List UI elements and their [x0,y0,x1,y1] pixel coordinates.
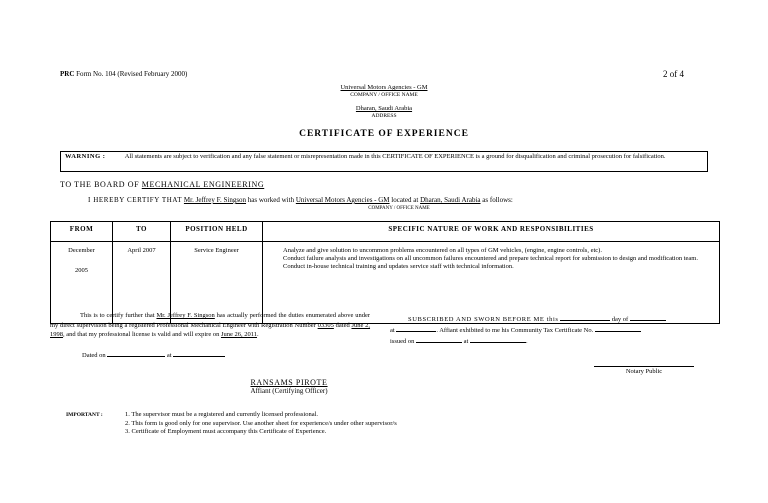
dated-at-field[interactable] [173,350,225,357]
addressee [60,180,264,189]
company-address: Dharan, Saudi Arabia [355,105,413,112]
table-header-row [51,222,720,242]
registration-number: 03305 [317,321,334,329]
page-number: 2 of 4 [663,69,684,79]
certify-suffix: as follows: [482,196,513,204]
company-block [284,84,484,120]
addressee-prefix: TO THE BOARD OF [60,180,140,189]
company-name-caption: COMPANY / OFFICE NAME [350,92,418,98]
certify-line [88,196,513,204]
jurat-block [390,314,720,347]
dated-on-label: Dated on [82,352,106,359]
jurat-line-1 [390,314,720,325]
jurat-text-1b: day of [611,316,629,323]
warning-label: WARNING : [65,153,106,160]
company-address-caption: ADDRESS [371,113,397,119]
jurat-text-2a: at [390,327,395,334]
form-prefix: PRC [60,70,75,78]
cell-to: April 2007 [113,242,171,324]
jurat-text-1a: SUBSCRIBED AND SWORN BEFORE ME this [408,316,559,323]
affiant-name: RANSAMS PIROTE [250,378,328,387]
form-reference: Form No. 104 (Revised February 2000) [76,70,188,78]
header-position: POSITION HELD [171,222,263,242]
dated-on-line [82,350,225,360]
header-nature-of-work: SPECIFIC NATURE OF WORK AND RESPONSIBILITIES [263,222,720,242]
form-number [60,70,187,78]
board-name: MECHANICAL ENGINEERING [141,180,265,189]
important-item: 3. Certificate of Employment must accompany this Certificate of Experience. [125,428,327,435]
header-to: TO [113,222,171,242]
cert-dated: dated [335,321,350,329]
certify-prefix: I HEREBY CERTIFY THAT [88,196,183,204]
jurat-issued-at-field[interactable] [470,336,526,343]
certify-location: Dharan, Saudi Arabia [420,196,481,204]
cert-text-1: This is to certify further that [80,312,155,319]
jurat-text-3b: at [463,338,469,345]
jurat-issued-field[interactable] [416,336,462,343]
jurat-place-field[interactable] [396,325,436,332]
jurat-text-3a: issued on [390,338,415,345]
registration-date: June 2, 1998 [50,321,371,338]
duty-item: Conduct failure analysis and investigations on all uncommon failures encountered and prepare technical report for submission to design and modification team. [283,255,698,262]
experience-table [50,221,720,324]
jurat-line-3: issued on at . [390,338,528,345]
duty-item: Analyze and give solution to uncommon problems encountered on all types of GM vehicles, (engine, engine controls, etc). [283,247,602,254]
certify-name: Mr. Jeffrey F. Singson [183,196,247,204]
certification-paragraph: This is to certify further that Mr. Jeffrey F. Singson has actually performed the duties enumerated above under my direct supervision being a registered Professional Mechanical Engineer with Registration Number 03305 dated June 2, 1998, and that my professional license is valid and will expire on June 26, 2011. [50,312,371,338]
duty-item: Conduct in-house technical training and updates service staff with technical information. [283,263,514,270]
company-name: Universal Motors Agencies - GM [340,84,428,91]
important-label: IMPORTANT : [66,412,103,418]
certify-mid: has worked with [247,196,295,204]
jurat-text-2b: . Affiant exhibited to me his Community Tax Certificate No. [436,327,594,334]
dated-on-field[interactable] [107,350,165,357]
jurat-month-field[interactable] [630,314,666,321]
certify-company: Universal Motors Agencies - GM [295,196,390,204]
certify-located: located at [391,196,419,204]
dated-at-label: at [166,352,172,359]
from-year: 2005 [75,267,88,274]
jurat-ctc-field[interactable] [595,325,641,332]
important-item: 1. The supervisor must be a registered and currently licensed professional. [125,411,319,418]
cert-name: Mr. Jeffrey F. Singson [156,312,215,319]
cell-position: Service Engineer [171,242,263,324]
certify-caption: COMPANY / OFFICE NAME [368,206,430,211]
important-item: 2. This form is good only for one supervisor. Use another sheet for experience/s under other supervisor/s [125,419,397,427]
affiant-block [214,378,364,395]
affiant-role: Affiant (Certifying Officer) [250,387,328,395]
notary-label: Notary Public [625,368,663,375]
cert-text-2: has actually performed the duties enumerated above under my direct supervision being a registered Professional Mechanical Engineer with Registration Number [50,312,371,329]
document-title: CERTIFICATE OF EXPERIENCE [299,129,469,139]
warning-text: All statements are subject to verification and any false statement or misrepresentation made in this CERTIFICATE OF EXPERIENCE is a ground for disqualification and criminal prosecution for falsification. [124,153,666,160]
jurat-line-2 [390,325,720,336]
header-from: FROM [51,222,113,242]
jurat-day-field[interactable] [560,314,610,321]
notary-signature-line [594,366,694,367]
important-list [125,411,397,437]
cert-text-3: and that my professional license is valid and will expire on [66,331,220,338]
license-expiry: June 26, 2011 [220,331,258,338]
warning-box [60,151,708,172]
from-month: December [68,247,95,254]
